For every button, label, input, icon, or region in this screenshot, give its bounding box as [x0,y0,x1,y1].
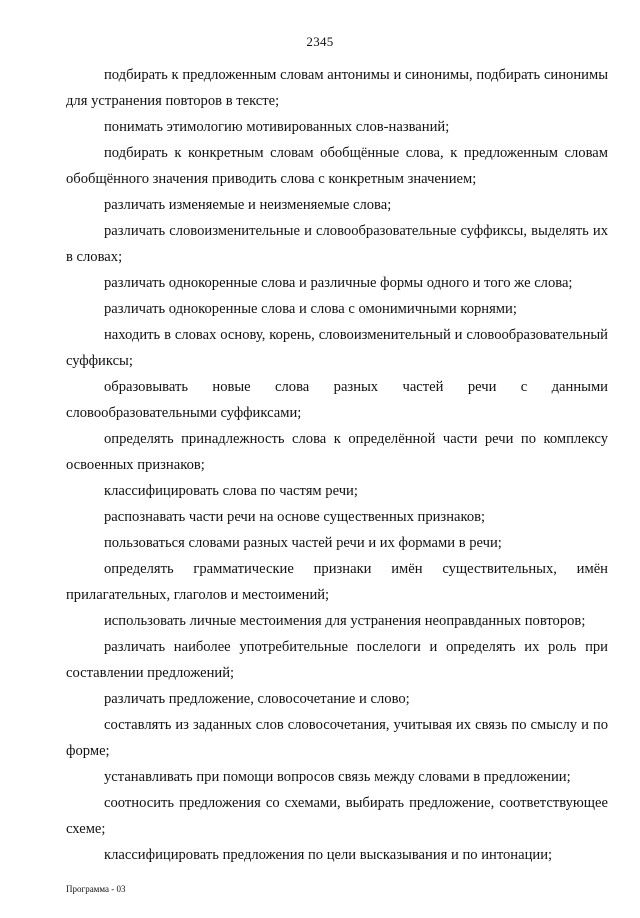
paragraph: классифицировать предложения по цели высказывания и по интонации; [104,847,553,863]
paragraph: пользоваться словами разных частей речи и их формами в речи; [104,535,502,551]
paragraph: определять принадлежность слова к определённой части речи по комплексу освоенных признаков; [66,431,608,473]
page-number: 2345 [306,34,334,49]
paragraph: использовать личные местоимения для устранения неоправданных повторов; [104,613,586,629]
paragraph: распознавать части речи на основе существенных признаков; [104,509,486,525]
paragraph: различать предложение, словосочетание и слово; [104,691,410,707]
paragraph: классифицировать слова по частям речи; [104,483,358,499]
paragraph: различать наиболее употребительные послелоги и определять их роль при составлении предложений; [66,639,608,681]
paragraph: соотносить предложения со схемами, выбирать предложение, соответствующее схеме; [66,795,608,837]
paragraph: составлять из заданных слов словосочетания, учитывая их связь по смыслу и по форме; [66,717,608,759]
paragraph: различать словоизменительные и словообразовательные суффиксы, выделять их в словах; [66,223,608,265]
paragraph: подбирать к конкретным словам обобщённые слова, к предложенным словам обобщённого значения приводить слова с конкретным значением; [66,145,608,187]
paragraph: различать изменяемые и неизменяемые слова; [104,197,392,213]
paragraph: устанавливать при помощи вопросов связь между словами в предложении; [104,769,571,785]
body-text [66,62,608,868]
paragraph: определять грамматические признаки имён существительных, имён прилагательных, глаголов и местоимений; [66,561,608,603]
paragraph: подбирать к предложенным словам антонимы и синонимы, подбирать синонимы для устранения повторов в тексте; [66,67,608,109]
page-footer: Программа - 03 [66,884,126,894]
paragraph: различать однокоренные слова и слова с омонимичными корнями; [104,301,517,317]
paragraph: различать однокоренные слова и различные формы одного и того же слова; [104,275,573,291]
paragraph: находить в словах основу, корень, словоизменительный и словообразовательный суффиксы; [66,327,608,369]
paragraph: понимать этимологию мотивированных слов-названий; [104,119,450,135]
paragraph: образовывать новые слова разных частей речи с данными словообразовательными суффиксами; [66,379,608,421]
